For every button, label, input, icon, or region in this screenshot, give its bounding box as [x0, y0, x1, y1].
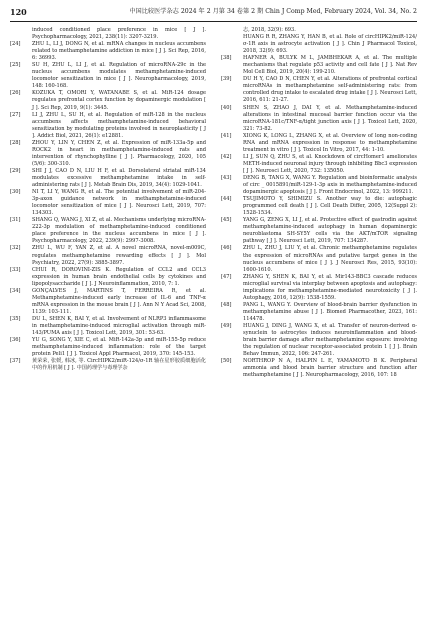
reference-entry: [221, 302, 417, 323]
journal-running-head: 中国比较医学杂志 2024 年 2 月第 34 卷第 2 期 Chin J Comp Med, February 2024, Vol. 34, No. 2: [129, 8, 417, 15]
reference-text: HUANG R R, ZHANG Y, HAN B, et al. Role of circHIPK2/miR-124/σ-1R axis in astrocyte activation [ J ]. Chin J Pharmacol Toxicol, 2018, 32(9): 693.: [243, 34, 417, 55]
reference-number: [25]: [10, 62, 21, 69]
reference-entry: [10, 140, 206, 168]
reference-text: LI J, ZHU L, SU H, et al. Regulation of miR-128 in the nucleus accumbens affects methamphetamine-induced behavioral sensitization by modulating proteins involved in neuroplasticity [ J ]. Addict Biol, 2021, 26(1): e12881.: [32, 111, 206, 139]
reference-entry: [10, 267, 206, 288]
reference-text: PANG L, WANG Y. Overview of blood-brain barrier dysfunction in methamphetamine abuse [ J ]. Biomed Pharmacother, 2023, 161: 114478.: [243, 301, 417, 322]
reference-text: ZHU L, LI J, DONG N, et al. mRNA changes in nucleus accumbens related to methamphetamine addiction in mice [ J ]. Sci Rep, 2016, 6: 36993.: [32, 41, 206, 62]
reference-number: [41]: [221, 132, 232, 139]
reference-text: SHANG Q, WANG J, XI Z, et al. Mechanisms underlying microRNA-222-3p modulation of methamphetamine-induced conditioned place preference in the nucleus accumbens in mice [ J ]. Psychopharmacology, 2022, 239(9): 2997-3008.: [32, 217, 206, 245]
reference-text: GONÇALVES J, MARTINS T, FERREIRA R, et al. Methamphetamine-induced early increase of IL-6 and TNF-α mRNA expression in the mouse brain [ J ]. Ann N Y Acad Sci, 2008, 1139: 103-111.: [32, 287, 206, 315]
reference-entry: [221, 27, 417, 34]
reference-text: 黄荣荣, 张媛, 韩冰, 等. CircHIPK2/miR-124/σ-1R 轴在星形胶质细胞活化中的作用机制 [ J ]. 中国药理学与毒理学杂: [32, 358, 206, 372]
reference-text: SU H, ZHU L, LI J, et al. Regulation of microRNA-29c in the nucleus accumbens modulates methamphetamine-induced locomotor sensitization in mice [ J ]. Neuropharmacology, 2019, 148: 160-168.: [32, 62, 206, 90]
reference-text: HAFNER A, BULYK M L, JAMBHEKAR A, et al. The multiple mechanisms that regulate p53 activity and cell fate [ J ]. Nat Rev Mol Cell Biol, 2019, 20(4): 199-210.: [243, 55, 417, 76]
reference-number: [38]: [221, 55, 232, 62]
reference-entry: [10, 112, 206, 140]
reference-entry: [10, 189, 206, 217]
reference-entry: [221, 196, 417, 217]
reference-text: SHI J J, CAO D N, LIU H F, et al. Dorsolateral striatal miR-134 modulates excessive methamphetamine intake in self-administering rats [ J ]. Metab Brain Dis, 2019, 34(4): 1029-1041.: [32, 167, 206, 189]
reference-entry: [10, 90, 206, 111]
reference-number: [45]: [221, 217, 232, 224]
right-reference-column: [221, 27, 417, 379]
reference-text: ZHANG Y, SHEN K, BAI Y, et al. Mir143-BBC3 cascade reduces microglial survival via interplay between apoptosis and autophagy: implications for methamphetamine-mediated neurotoxicity [ J ]. Autophagy, 2016, 12(9): 1538-1559.: [243, 273, 417, 301]
reference-number: [34]: [10, 287, 21, 294]
reference-entry: [221, 175, 417, 196]
reference-entry: [221, 133, 417, 154]
reference-entry: [221, 55, 417, 76]
reference-text: CHUI R, DOROVINI-ZIS K. Regulation of CCL2 and CCL3 expression in human brain endothelial cells by cytokines and lipopolysaccharide [ J ]. J Neuroinflammation, 2010, 7: 1.: [32, 266, 206, 287]
reference-number: [48]: [221, 301, 232, 308]
reference-entry: [10, 27, 206, 41]
reference-entry: [221, 245, 417, 273]
reference-number: [24]: [10, 41, 21, 48]
reference-number: [33]: [10, 266, 21, 273]
reference-entry: [221, 76, 417, 104]
reference-number: [39]: [221, 76, 232, 83]
reference-number: [32]: [10, 245, 21, 252]
reference-entry: [221, 358, 417, 379]
reference-number: [47]: [221, 273, 232, 280]
reference-number: [28]: [10, 139, 21, 146]
reference-entry: [10, 245, 206, 266]
reference-entry: [10, 41, 206, 62]
reference-text: DENG B, TANG X, WANG Y. Regulation and bioinformatic analysis of circ _ 0015891/miR-129-1-3p axis in methamphetamine-induced dopaminergic apoptosis [ J ]. Front Endocrinol, 2022, 13: 999211.: [243, 174, 417, 196]
reference-text: HUANG J, DING J, WANG X, et al. Transfer of neuron-derived α-synuclein to astrocytes induces neuroinflammation and blood-brain barrier damage after methamphetamine exposure: involving the regulation of nuclear receptor-associated protein 1 [ J ]. Brain Behav Immun, 2022, 106: 247-261.: [243, 322, 417, 358]
reference-entry: [221, 274, 417, 302]
reference-text: LI J, SUN Q, ZHU S, et al. Knockdown of circHomer1 ameliorates METH-induced neuronal injury through inhibiting Bbc3 expression [ J ]. Neurosci Lett, 2020, 732: 135050.: [243, 153, 417, 174]
reference-text: XIONG K, LONG L, ZHANG X, et al. Overview of long non-coding RNA and mRNA expression in response to methamphetamine treatment in vitro [ J ]. Toxicol In Vitro, 2017, 44: 1-10.: [243, 132, 417, 153]
reference-number: [36]: [10, 337, 21, 344]
reference-entry: [221, 154, 417, 175]
reference-entry: [10, 358, 206, 372]
page-header: [10, 5, 417, 19]
reference-text: induced conditioned place preference in mice [ J ]. Psychopharmacology, 2021, 238(11): 3207-3219.: [32, 27, 206, 41]
reference-text: YANG G, ZENG X, LI J, et al. Protective effect of gastrodin against methamphetamine-induced autophagy in human dopaminergic neuroblastoma SH-SY5Y cells via the AKT/mTOR signaling pathway [ J ]. Neurosci Lett, 2019, 707: 134287.: [243, 217, 417, 245]
reference-text: SHEN S, ZHAO J, DAI Y, et al. Methamphetamine-induced alterations in intestinal mucosal barrier function occur via the microRNA-181c/TNF-α/tight junction axis [ J ]. Toxicol Lett, 2020, 321: 73-82.: [243, 104, 417, 132]
reference-entry: [221, 34, 417, 55]
reference-number: [42]: [221, 153, 232, 160]
reference-entry: [221, 217, 417, 245]
left-reference-column: [10, 27, 206, 372]
reference-entry: [10, 316, 206, 337]
reference-text: NORTHROP N A, HALPIN L E, YAMAMOTO B K. Peripheral ammonia and blood brain barrier structure and function after methamphetamine [ J ]. Neuropharmacology, 2016, 107: 18: [243, 358, 417, 379]
reference-text: DU H Y, CAO D N, CHEN Y, et al. Alterations of prefrontal cortical microRNAs in methamphetamine self-administering rats: from controlled drug intake to escalated drug intake [ J ]. Neurosci Lett, 2016, 611: 21-27.: [243, 76, 417, 104]
reference-text: ZHU L, WU F, YAN Z, et al. A novel microRNA, novel-m009C, regulates methamphetamine rewarding effects [ J ]. Mol Psychiatry, 2022, 27(9): 3885-3897.: [32, 245, 206, 266]
reference-number: [49]: [221, 322, 232, 329]
reference-text: ZHOU Y, LIN Y, CHEN Z, et al. Expression of miR-133a-5p and ROCK2 in heart in methamphetamine-induced rats and intervention of rhynchophylline [ J ]. Pharmacology, 2020, 105 (5/6): 300-310.: [32, 139, 206, 167]
reference-number: [27]: [10, 111, 21, 118]
reference-number: [31]: [10, 217, 21, 224]
reference-text: NI T, LI Y, WANG R, et al. The potential involvement of miR-204-3p-axon guidance network in methamphetamine-induced locomotor sensitization of mice [ J ]. Neurosci Lett, 2019, 707: 134303.: [32, 189, 206, 217]
reference-text: DU L, SHEN K, BAI Y, et al. Involvement of NLRP3 inflammasome in methamphetamine-induced microglial activation through miR-143/PUMA axis [ J ]. Toxicol Lett, 2019, 301: 53-63.: [32, 315, 206, 337]
reference-text: TSUJIMOTO Y, SHIMIZU S. Another way to die: autophagic programmed cell death [ J ]. Cell Death Differ, 2005, 12(Suppl 2): 1528-1534.: [243, 196, 417, 217]
reference-number: [44]: [221, 196, 232, 203]
reference-number: [40]: [221, 104, 232, 111]
reference-number: [35]: [10, 315, 21, 322]
reference-number: [29]: [10, 167, 21, 174]
reference-number: [26]: [10, 90, 21, 97]
reference-entry: [10, 168, 206, 189]
reference-entry: [10, 62, 206, 90]
reference-number: [50]: [221, 358, 232, 365]
reference-text: KOZUKA T, OMORI Y, WATANABE S, et al. MiR-124 dosage regulates prefrontal cortex function by dopaminergic modulation [ J ]. Sci Rep, 2019, 9(1): 3445.: [32, 90, 206, 111]
reference-text: ZHU L, ZHU J, LIU Y, et al. Chronic methamphetamine regulates the expression of microRNAs and putative target genes in the nucleus accumbens of mice [ J ]. J Neurosci Res, 2015, 93(10): 1600-1610.: [243, 245, 417, 273]
reference-entry: [221, 323, 417, 358]
reference-text: 志, 2018, 32(9): 693.: [243, 27, 296, 33]
reference-entry: [10, 337, 206, 358]
reference-entry: [221, 105, 417, 133]
reference-entry: [10, 288, 206, 316]
reference-number: [30]: [10, 189, 21, 196]
reference-entry: [10, 217, 206, 245]
reference-text: YU G, SONG Y, XIE C, et al. MiR-142a-3p and miR-155-5p reduce methamphetamine-induced inflammation: role of the target protein Peli1 [ J ]. Toxicol Appl Pharmacol, 2019, 370: 145-153.: [32, 337, 206, 358]
reference-number: [37]: [10, 358, 21, 365]
reference-number: [43]: [221, 174, 232, 181]
header-rule: [10, 21, 417, 22]
page-number: 120: [10, 7, 27, 17]
reference-number: [46]: [221, 245, 232, 252]
